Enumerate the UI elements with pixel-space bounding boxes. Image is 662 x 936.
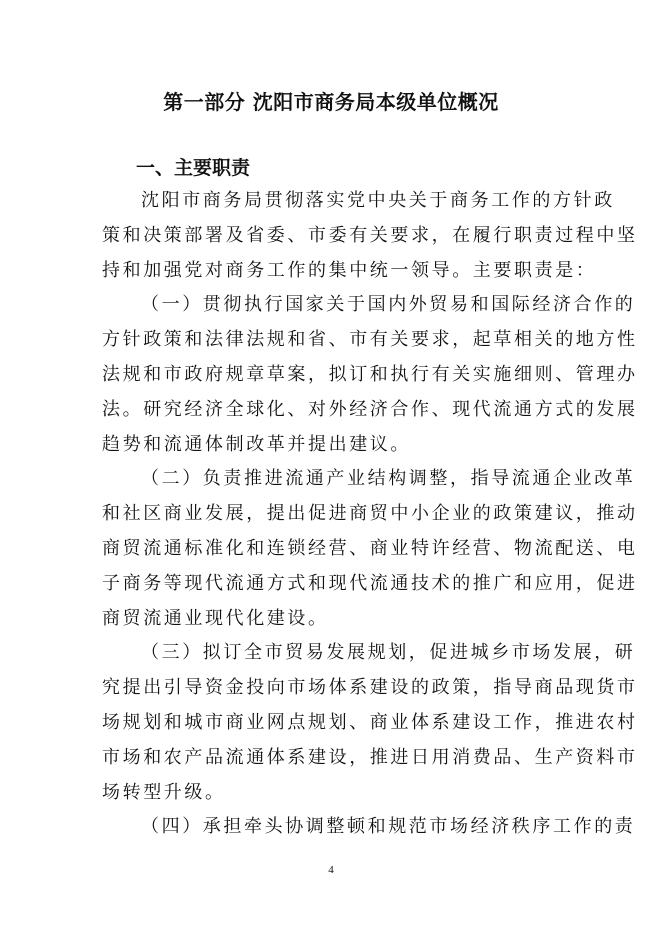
paragraph-1-line: 持和加强党对商务工作的集中统一领导。主要职责是：: [102, 259, 597, 281]
paragraph-1-line: 策和决策部署及省委、市委有关要求，在履行职责过程中坚: [102, 224, 638, 246]
page-number: 4: [328, 864, 334, 876]
paragraph-4-line: 场规划和城市商业网点规划、商业体系建设工作，推进农村: [102, 712, 638, 733]
paragraph-4-line: 究提出引导资金投向市场体系建设的政策，指导商品现货市: [102, 677, 638, 699]
paragraph-5-line: （四）承担牵头协调整顿和规范市场经济秩序工作的责: [141, 816, 636, 838]
paragraph-2-line: 方针政策和法律法规和省、市有关要求，起草相关的地方性: [102, 329, 638, 351]
paragraph-4-line: 场转型升级。: [102, 781, 226, 803]
paragraph-4-line: 市场和农产品流通体系建设，推进日用消费品、生产资料市: [102, 746, 638, 768]
paragraph-1-line: 沈阳市商务局贯彻落实党中央关于商务工作的方针政: [141, 190, 615, 211]
paragraph-4-line: （三）拟订全市贸易发展规划，促进城乡市场发展，研: [141, 642, 636, 664]
paragraph-2-line: 法。研究经济全球化、对外经济合作、现代流通方式的发展: [102, 398, 638, 420]
section-heading: 一、主要职责: [136, 157, 251, 179]
paragraph-2-line: （一）贯彻执行国家关于国内外贸易和国际经济合作的: [141, 294, 636, 316]
page-title: 第一部分 沈阳市商务局本级单位概况: [163, 90, 499, 114]
paragraph-2-line: 法规和市政府规章草案，拟订和执行有关实施细则、管理办: [102, 364, 638, 385]
paragraph-2-line: 趋势和流通体制改革并提出建议。: [102, 433, 411, 455]
paragraph-3-line: 商贸流通标准化和连锁经营、商业特许经营、物流配送、电: [102, 538, 638, 559]
paragraph-3-line: 和社区商业发展，提出促进商贸中小企业的政策建议，推动: [102, 503, 638, 525]
paragraph-3-line: （二）负责推进流通产业结构调整，指导流通企业改革: [141, 468, 636, 490]
paragraph-3-line: 子商务等现代流通方式和现代流通技术的推广和应用，促进: [102, 572, 638, 594]
paragraph-3-line: 商贸流通业现代化建设。: [102, 607, 329, 629]
